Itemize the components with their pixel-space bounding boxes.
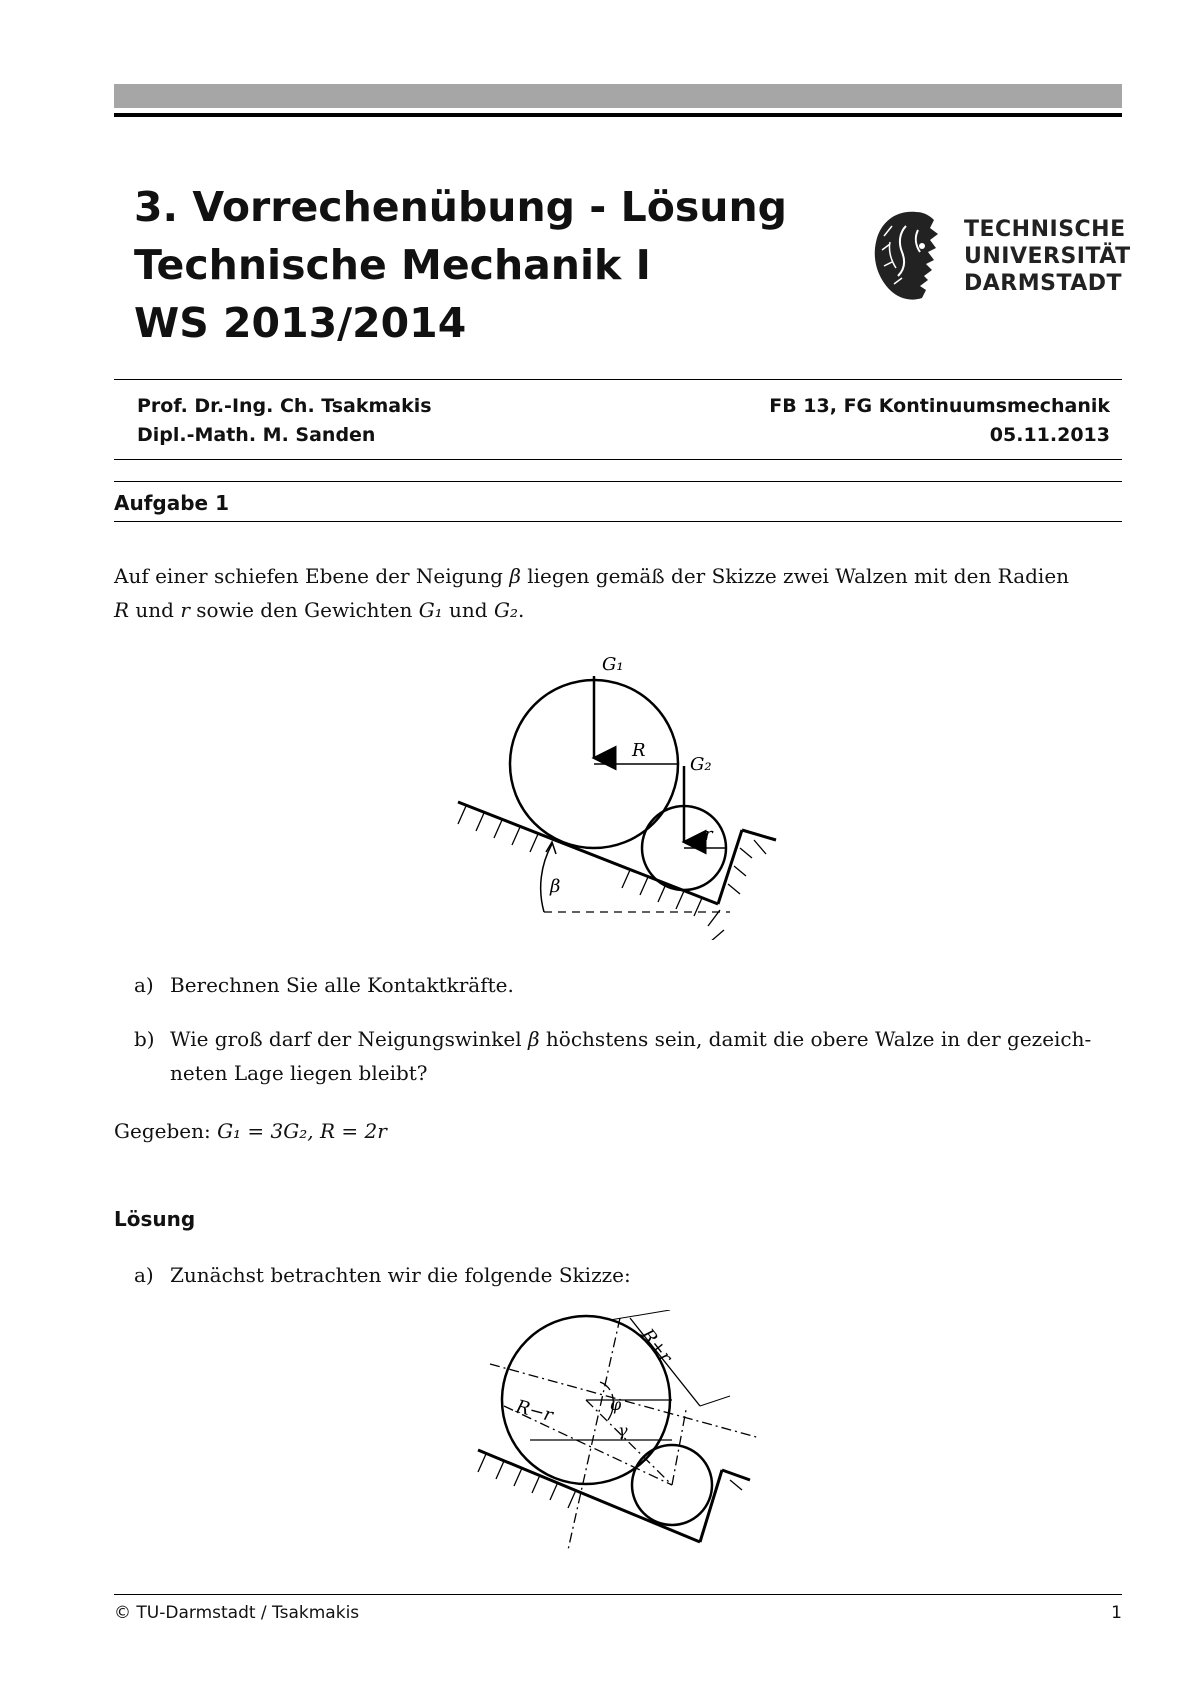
title-line-2: Technische Mechanik I [134,241,651,289]
fig2-label-r-minus-r: R−r [513,1396,556,1427]
figure-two-rollers-incline [440,640,800,940]
fig1-label-r-small: r [704,824,713,845]
department: FB 13, FG Kontinuumsmechanik [769,395,1110,417]
fig2-label-gamma: γ [618,1421,628,1440]
solution-item-a: a) Zunächst betrachten wir die folgende Skizze: [134,1263,631,1287]
task-top-rule [114,481,1122,482]
tu-athena-logo [866,206,958,306]
page-title [134,178,787,352]
figure-solution-sketch [460,1310,780,1570]
logo-line-2: UNIVERSITÄT [964,244,1131,269]
header-gray-bar [114,84,1122,108]
fig2-label-r-plus-r: R+r [636,1324,677,1368]
university-name [964,216,1131,297]
task-item-b: b) Wie groß darf der Neigungswinkel β höchstens sein, damit die obere Walze in der gezeich- neten Lage liegen bleibt? [134,1027,1092,1085]
solution-title: Lösung [114,1207,196,1231]
assistant-name: Dipl.-Math. M. Sanden [137,424,376,446]
prof-name: Prof. Dr.-Ing. Ch. Tsakmakis [137,395,432,417]
task-item-a: a) Berechnen Sie alle Kontaktkräfte. [134,973,514,997]
meta-bottom-rule [114,459,1122,460]
title-line-1: 3. Vorrechenübung - Lösung [134,183,788,231]
fig1-label-r-big: R [632,740,646,761]
fig1-label-g2: G₂ [690,754,712,775]
task-intro: Auf einer schiefen Ebene der Neigung β liegen gemäß der Skizze zwei Walzen mit den Radien R und r sowie den Gewichten G₁ und G₂. [114,564,1070,622]
page-number: 1 [1111,1603,1122,1623]
fig2-label-phi: φ [610,1395,622,1414]
logo-line-1: TECHNISCHE [964,217,1126,242]
fig1-label-beta: β [550,876,561,897]
given: Gegeben: G₁ = 3G₂, R = 2r [114,1119,387,1143]
logo-line-3: DARMSTADT [964,271,1123,296]
footer-copyright: © TU-Darmstadt / Tsakmakis [114,1603,360,1623]
date: 05.11.2013 [989,424,1110,446]
header-black-rule [114,113,1122,117]
title-line-3: WS 2013/2014 [134,299,467,347]
fig1-label-g1: G₁ [602,654,624,675]
task-bottom-rule [114,521,1122,522]
task-title: Aufgabe 1 [114,491,229,515]
meta-top-rule [114,379,1122,380]
footer-rule [114,1594,1122,1595]
